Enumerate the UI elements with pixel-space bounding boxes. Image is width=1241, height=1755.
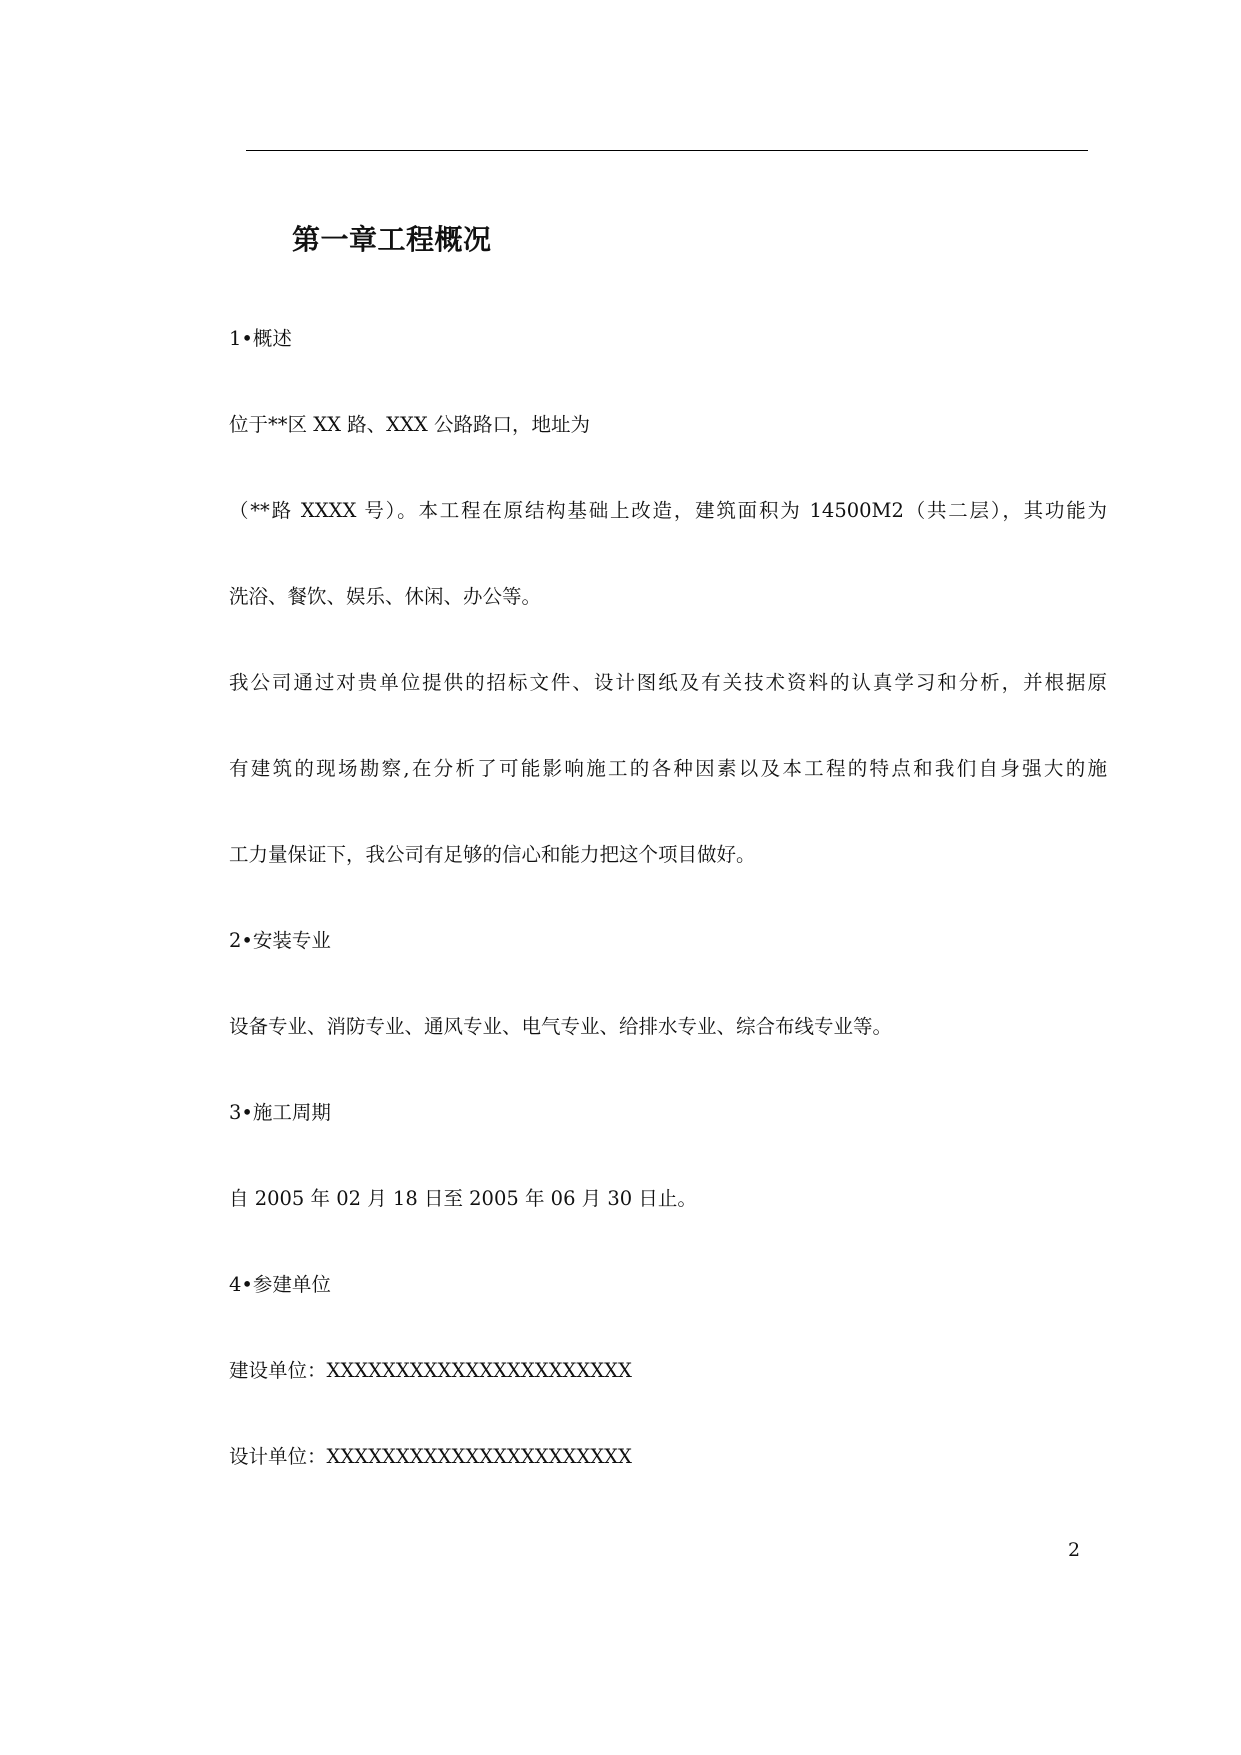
section-1-heading: 1•概述 [229, 327, 292, 350]
paragraph-line: 设备专业、消防专业、通风专业、电气专业、给排水专业、综合布线专业等。 [229, 1015, 893, 1038]
section-2-heading: 2•安装专业 [229, 929, 331, 952]
section-4-heading: 4•参建单位 [229, 1273, 331, 1296]
paragraph-line: （**路 XXXX 号）。本工程在原结构基础上改造，建筑面积为 14500M2（共二层），其功能为 [229, 499, 1107, 522]
page-number: 2 [1068, 1539, 1081, 1561]
paragraph-line: 我公司通过对贵单位提供的招标文件、设计图纸及有关技术资料的认真学习和分析，并根据原 [229, 671, 1107, 694]
paragraph-line: 洗浴、餐饮、娱乐、休闲、办公等。 [229, 585, 542, 608]
paragraph-line: 建设单位：XXXXXXXXXXXXXXXXXXXXXX [229, 1359, 632, 1382]
paragraph-line: 有建筑的现场勘察,在分析了可能影响施工的各种因素以及本工程的特点和我们自身强大的施 [229, 757, 1107, 780]
paragraph-line: 工力量保证下，我公司有足够的信心和能力把这个项目做好。 [229, 843, 756, 866]
paragraph-line: 位于**区 XX 路、XXX 公路路口，地址为 [229, 413, 591, 436]
header-rule [246, 150, 1088, 151]
paragraph-line: 设计单位：XXXXXXXXXXXXXXXXXXXXXX [229, 1445, 632, 1468]
chapter-title: 第一章工程概况 [292, 223, 492, 256]
paragraph-line: 自 2005 年 02 月 18 日至 2005 年 06 月 30 日止。 [229, 1187, 697, 1210]
section-3-heading: 3•施工周期 [229, 1101, 331, 1124]
